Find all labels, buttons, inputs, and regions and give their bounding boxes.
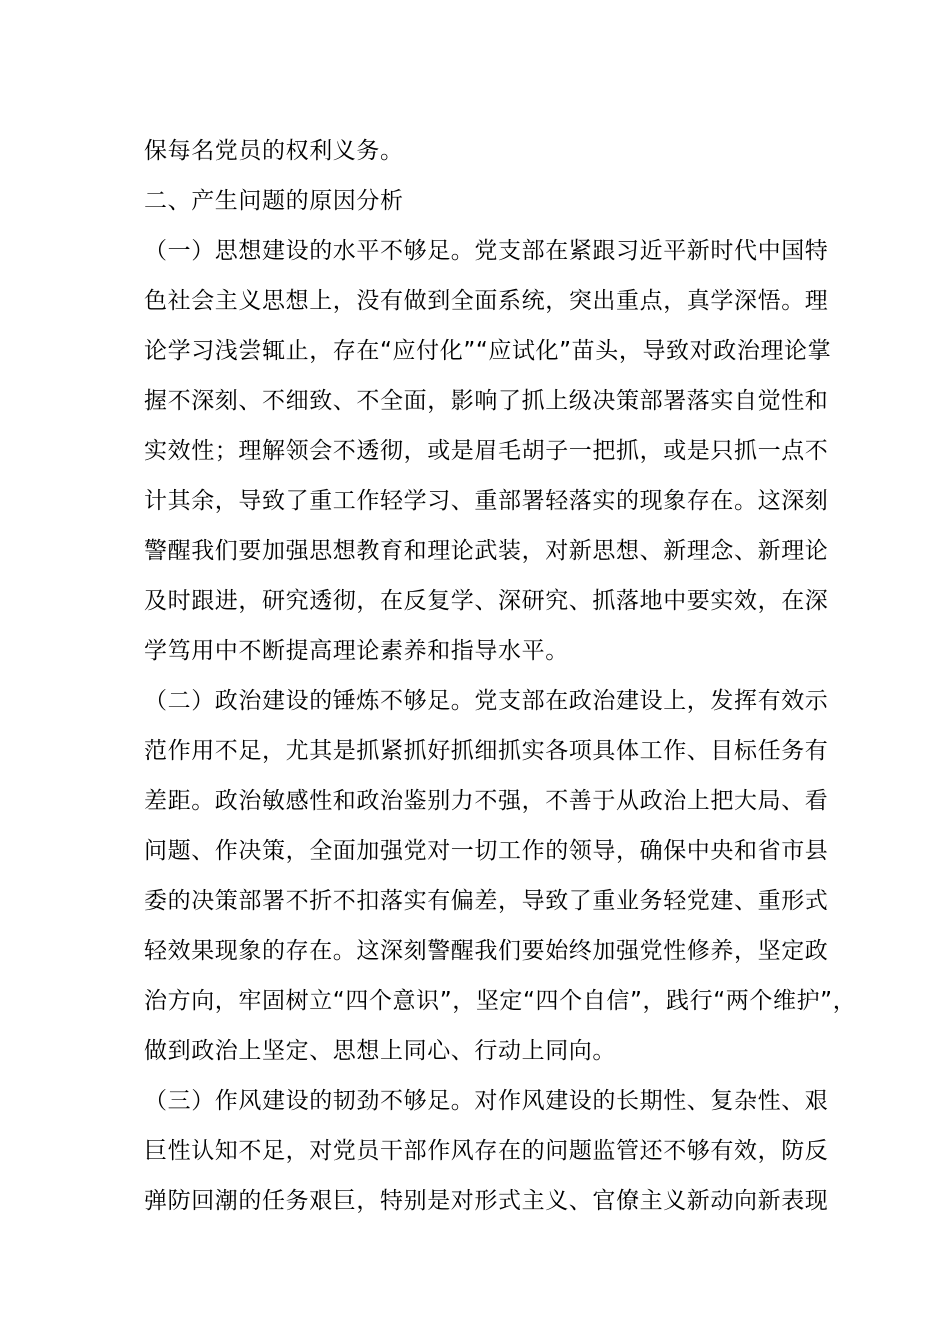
text-line: 论学习浅尝辄止，存在“应付化”“应试化”苗头，导致对政治理论掌	[144, 338, 832, 364]
text-line: （一）思想建设的水平不够足。党支部在紧跟习近平新时代中国特	[144, 238, 829, 264]
section-heading: 二、产生问题的原因分析	[144, 188, 404, 214]
text-line: 及时跟进，研究透彻，在反复学、深研究、抓落地中要实效，在深	[144, 588, 829, 614]
text-line: 差距。政治敏感性和政治鉴别力不强，不善于从政治上把大局、看	[144, 788, 829, 814]
text-line: （二）政治建设的锤炼不够足。党支部在政治建设上，发挥有效示	[144, 688, 829, 714]
text-line: 握不深刻、不细致、不全面，影响了抓上级决策部署落实自觉性和	[144, 388, 829, 414]
text-line: 巨性认知不足，对党员干部作风存在的问题监管还不够有效，防反	[144, 1138, 829, 1164]
text-line: 弹防回潮的任务艰巨，特别是对形式主义、官僚主义新动向新表现	[144, 1188, 829, 1214]
text-line: （三）作风建设的韧劲不够足。对作风建设的长期性、复杂性、艰	[144, 1088, 829, 1114]
text-line: 色社会主义思想上，没有做到全面系统，突出重点，真学深悟。理	[144, 288, 829, 314]
text-line: 警醒我们要加强思想教育和理论武装，对新思想、新理念、新理论	[144, 538, 829, 564]
text-line: 轻效果现象的存在。这深刻警醒我们要始终加强党性修养，坚定政	[144, 938, 829, 964]
text-line: 问题、作决策，全面加强党对一切工作的领导，确保中央和省市县	[144, 838, 829, 864]
text-line: 治方向，牢固树立“四个意识”，坚定“四个自信”，践行“两个维护”，	[144, 988, 857, 1014]
text-line: 做到政治上坚定、思想上同心、行动上同向。	[144, 1038, 616, 1064]
text-line: 范作用不足，尤其是抓紧抓好抓细抓实各项具体工作、目标任务有	[144, 738, 829, 764]
text-line: 保每名党员的权利义务。	[144, 138, 404, 164]
text-line: 计其余，导致了重工作轻学习、重部署轻落实的现象存在。这深刻	[144, 488, 829, 514]
text-line: 实效性；理解领会不透彻，或是眉毛胡子一把抓，或是只抓一点不	[144, 438, 829, 464]
text-line: 委的决策部署不折不扣落实有偏差，导致了重业务轻党建、重形式	[144, 888, 829, 914]
text-line: 学笃用中不断提高理论素养和指导水平。	[144, 638, 569, 664]
